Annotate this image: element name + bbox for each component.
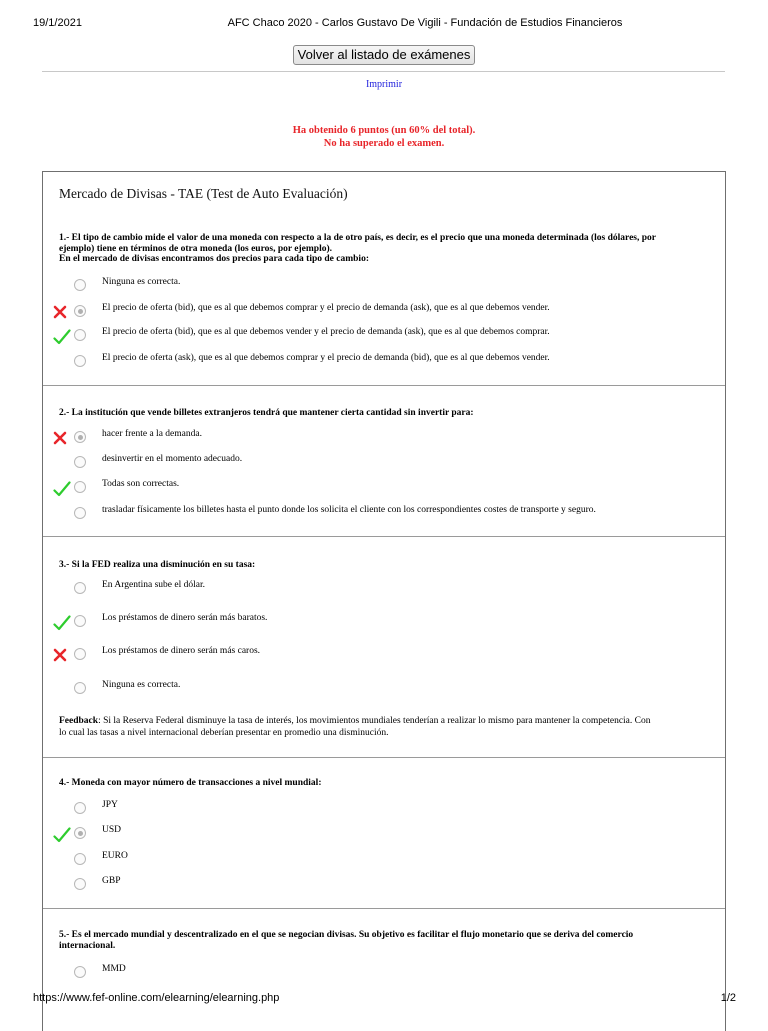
document-title: AFC Chaco 2020 - Carlos Gustavo De Vigili - Fundación de Estudios Financieros (227, 17, 623, 29)
print-footer (0, 992, 768, 1006)
answer-label: Ninguna es correcta. (102, 277, 181, 287)
correct-check-icon (53, 329, 71, 343)
question-line: 5.- Es el mercado mundial y descentralizado en el que se negocian divisas. Su objetivo es facilitar el flujo monetario que se deriva del comercio (59, 930, 634, 940)
correct-check-icon (53, 827, 71, 841)
answer-radio[interactable] (74, 966, 86, 978)
question-divider (43, 385, 725, 386)
incorrect-cross-icon (53, 305, 71, 319)
answer-radio[interactable] (74, 827, 86, 839)
answer-radio[interactable] (74, 615, 86, 627)
answer-radio[interactable] (74, 682, 86, 694)
back-to-exams-button[interactable]: Volver al listado de exámenes (293, 45, 475, 65)
print-date: 19/1/2021 (33, 17, 82, 29)
question-line: 3.- Si la FED realiza una disminución en su tasa: (59, 560, 256, 570)
feedback (59, 715, 715, 739)
answer-label: El precio de oferta (bid), que es al que debemos comprar y el precio de demanda (ask), que es al que debemos vender. (102, 303, 550, 313)
answer-option (43, 327, 725, 345)
question-divider (43, 908, 725, 909)
answer-radio[interactable] (74, 853, 86, 865)
answer-label: EURO (102, 851, 128, 861)
exam-title: Mercado de Divisas - TAE (Test de Auto Evaluación) (59, 186, 348, 201)
answer-radio[interactable] (74, 329, 86, 341)
feedback-text: : Si la Reserva Federal disminuye la tasa de interés, los movimientos mundiales tenderían a realizar lo mismo para mantener la competencia. Con (98, 716, 651, 726)
no-mark (53, 279, 71, 293)
divider (42, 71, 725, 72)
no-mark (53, 456, 71, 470)
answer-radio[interactable] (74, 582, 86, 594)
answer-radio[interactable] (74, 456, 86, 468)
answer-option (43, 429, 725, 447)
answer-label: trasladar físicamente los billetes hasta el punto donde los solicita el cliente con los correspondientes costes de transporte y seguro. (102, 505, 596, 515)
answer-label: El precio de oferta (ask), que es al que debemos comprar y el precio de demanda (bid), que es al que debemos vender. (102, 353, 550, 363)
answer-radio[interactable] (74, 305, 86, 317)
answer-option (43, 851, 725, 869)
answer-option (43, 277, 725, 295)
question-text (59, 778, 715, 789)
question-divider (43, 757, 725, 758)
no-mark (53, 802, 71, 816)
answer-label: Los préstamos de dinero serán más baratos. (102, 613, 268, 623)
answer-radio[interactable] (74, 802, 86, 814)
no-mark (53, 966, 71, 980)
answer-option (43, 454, 725, 472)
answer-option (43, 800, 725, 818)
answer-option (43, 964, 725, 982)
answer-label: MMD (102, 964, 126, 974)
answer-radio[interactable] (74, 648, 86, 660)
answer-label: USD (102, 825, 122, 835)
answer-option (43, 353, 725, 371)
answer-option (43, 580, 725, 598)
answer-label: En Argentina sube el dólar. (102, 580, 205, 590)
answer-radio[interactable] (74, 431, 86, 443)
answer-label: Todas son correctas. (102, 479, 180, 489)
correct-check-icon (53, 615, 71, 629)
no-mark (53, 853, 71, 867)
answer-label: JPY (102, 800, 118, 810)
correct-check-icon (53, 481, 71, 495)
page-number: 1/2 (720, 992, 736, 1004)
no-mark (53, 878, 71, 892)
answer-option (43, 646, 725, 664)
answer-radio[interactable] (74, 355, 86, 367)
question-line: 4.- Moneda con mayor número de transacciones a nivel mundial: (59, 778, 322, 788)
question-divider (43, 536, 725, 537)
question-line: ejemplo) tiene en términos de otra moneda (los euros, por ejemplo). (59, 243, 332, 254)
answer-label: hacer frente a la demanda. (102, 429, 202, 439)
question-line: 1.- El tipo de cambio mide el valor de una moneda con respecto a la de otro país, es decir, es el precio que una moneda determinada (los dólares, por (59, 233, 656, 243)
feedback-title: Feedback (59, 716, 99, 726)
question-text (59, 408, 715, 419)
no-mark (53, 682, 71, 696)
answer-option (43, 303, 725, 321)
question-line: internacional. (59, 940, 116, 951)
question-line: En el mercado de divisas encontramos dos precios para cada tipo de cambio: (59, 254, 369, 264)
answer-option (43, 505, 725, 523)
question-text (59, 930, 715, 951)
no-mark (53, 355, 71, 369)
answer-option (43, 479, 725, 497)
answer-radio[interactable] (74, 878, 86, 890)
score-line: Ha obtenido 6 puntos (un 60% del total). (292, 125, 476, 136)
answer-option (43, 680, 725, 698)
answer-option (43, 876, 725, 894)
answer-radio[interactable] (74, 481, 86, 493)
answer-label: El precio de oferta (bid), que es al que debemos vender y el precio de demanda (ask), que es al que debemos comprar. (102, 327, 550, 337)
answer-label: desinvertir en el momento adecuado. (102, 454, 243, 464)
feedback-text: lo cual las tasas a nivel internacional deberían presentar en promedio una disminución. (59, 728, 389, 738)
no-mark (53, 507, 71, 521)
print-header (0, 17, 768, 31)
result-message (0, 124, 768, 150)
question-text (59, 233, 715, 265)
no-mark (53, 582, 71, 596)
incorrect-cross-icon (53, 648, 71, 662)
question-text (59, 560, 715, 571)
exam-panel (42, 171, 726, 1031)
question-line: 2.- La institución que vende billetes extranjeros tendrá que mantener cierta cantidad sin invertir para: (59, 408, 474, 418)
page-url: https://www.fef-online.com/elearning/elearning.php (33, 992, 280, 1004)
answer-option (43, 825, 725, 843)
status-line: No ha superado el examen. (323, 138, 445, 149)
incorrect-cross-icon (53, 431, 71, 445)
answer-label: Ninguna es correcta. (102, 680, 181, 690)
answer-option (43, 613, 725, 631)
answer-label: Los préstamos de dinero serán más caros. (102, 646, 261, 656)
print-link[interactable]: Imprimir (365, 79, 403, 90)
answer-label: GBP (102, 876, 121, 886)
answer-radio[interactable] (74, 507, 86, 519)
answer-radio[interactable] (74, 279, 86, 291)
